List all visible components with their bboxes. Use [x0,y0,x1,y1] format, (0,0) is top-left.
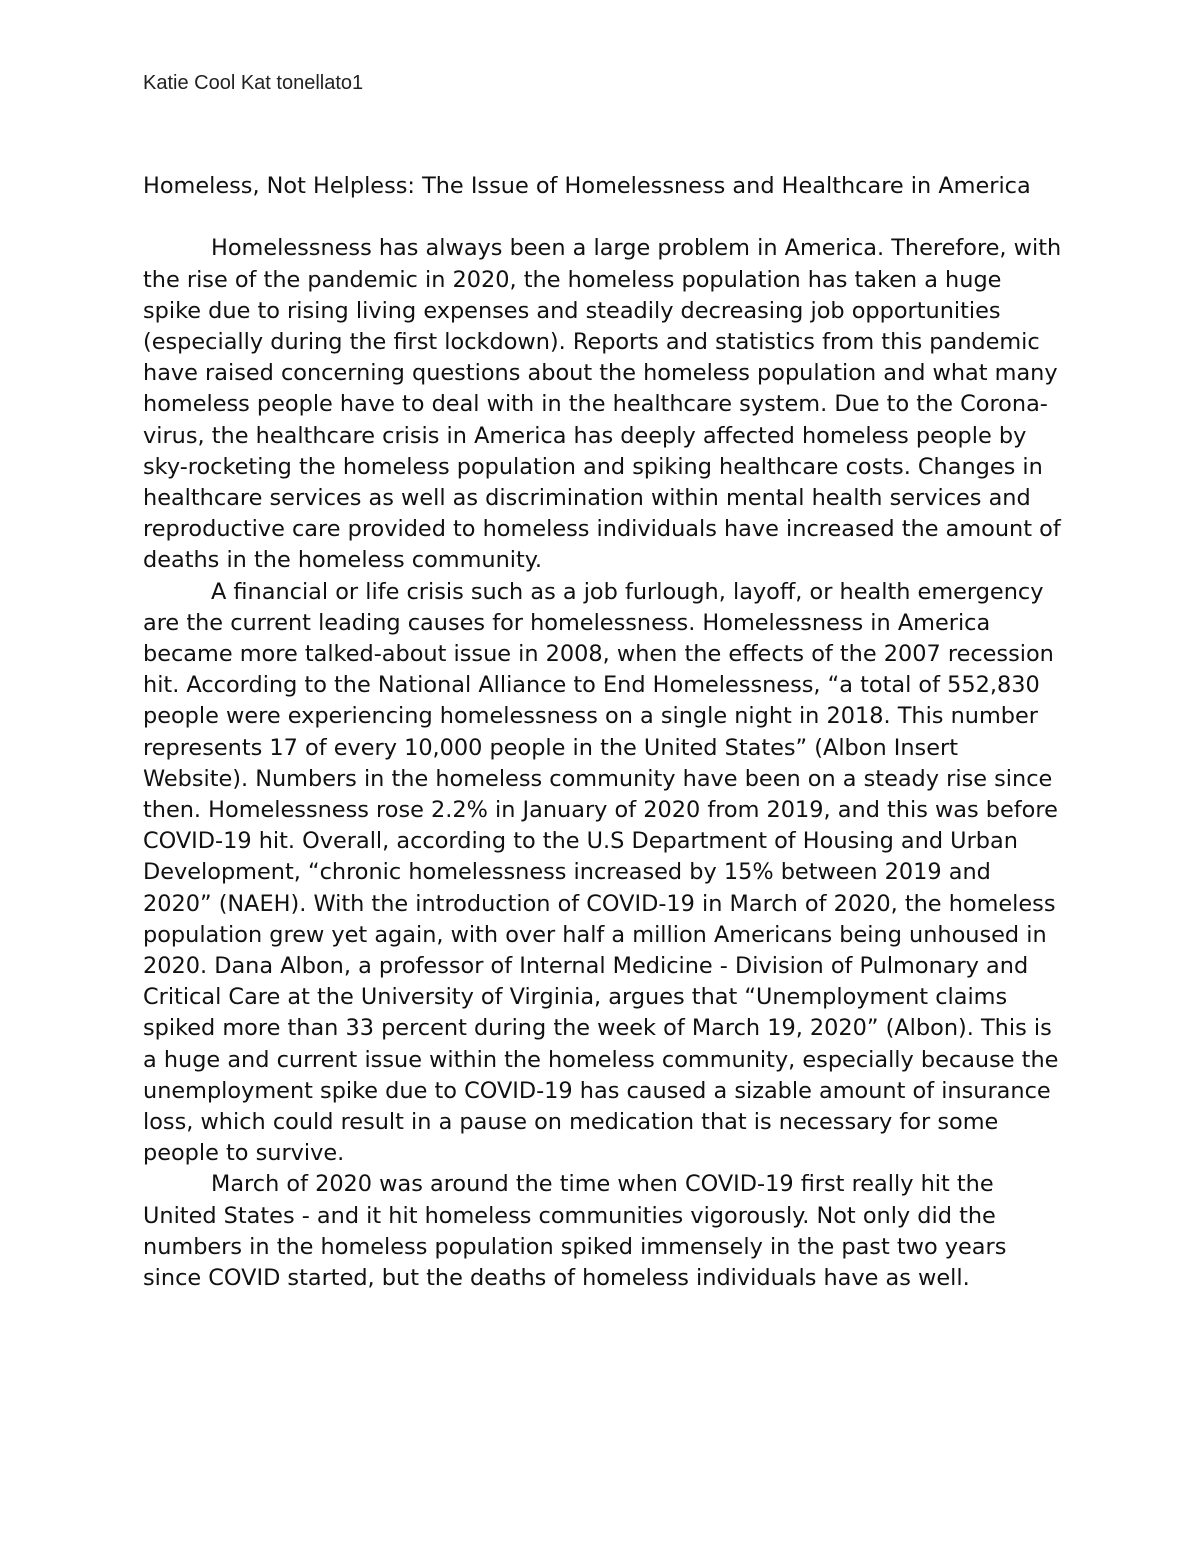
paragraph-3: March of 2020 was around the time when COVID-19 first really hit the United States - and it hit homeless communities vigorously. Not only did the numbers in the homeless population spiked immensely in the past two years since COVID started, but the deaths of homeless individuals have as well. [143,1171,1007,1292]
document-body [143,171,1065,1294]
document-title: Homeless, Not Helpless: The Issue of Homelessness and Healthcare in America [143,173,1031,199]
paragraph-2: A financial or life crisis such as a job furlough, layoff, or health emergency are the current leading causes for homelessness. Homelessness in America became more talked-about issue in 2008, when the effects of the 2007 recession hit. According to the National Alliance to End Homelessness, “a total of 552,830 people were experiencing homelessness on a single night in 2018. This number represents 17 of every 10,000 people in the United States” (Albon Insert Website). Numbers in the homeless community have been on a steady rise since then. Homelessness rose 2.2% in January of 2020 from 2019, and this was before COVID-19 hit. Overall, according to the U.S Department of Housing and Urban Development, “chronic homelessness increased by 15% between 2019 and 2020” (NAEH). With the introduction of COVID-19 in March of 2020, the homeless population grew yet again, with over half a million Americans being unhoused in 2020. Dana Albon, a professor of Internal Medicine - Division of Pulmonary and Critical Care at the University of Virginia, argues that “Unemployment claims spiked more than 33 percent during the week of March 19, 2020” (Albon). This is a huge and current issue within the homeless community, especially because the unemployment spike due to COVID-19 has caused a sizable amount of insurance loss, which could result in a pause on medication that is necessary for some people to survive. [143,578,1059,1167]
paragraph-1: Homelessness has always been a large problem in America. Therefore, with the rise of the pandemic in 2020, the homeless population has taken a huge spike due to rising living expenses and steadily decreasing job opportunities (especially during the first lockdown). Reports and statistics from this pandemic have raised concerning questions about the homeless population and what many homeless people have to deal with in the healthcare system. Due to the Corona-virus, the healthcare crisis in America has deeply affected homeless people by sky-rocketing the homeless population and spiking healthcare costs. Changes in healthcare services as well as discrimination within mental health services and reproductive care provided to homeless individuals have increased the amount of deaths in the homeless community. [143,235,1062,574]
page-header: Katie Cool Kat tonellato1 [143,72,364,94]
